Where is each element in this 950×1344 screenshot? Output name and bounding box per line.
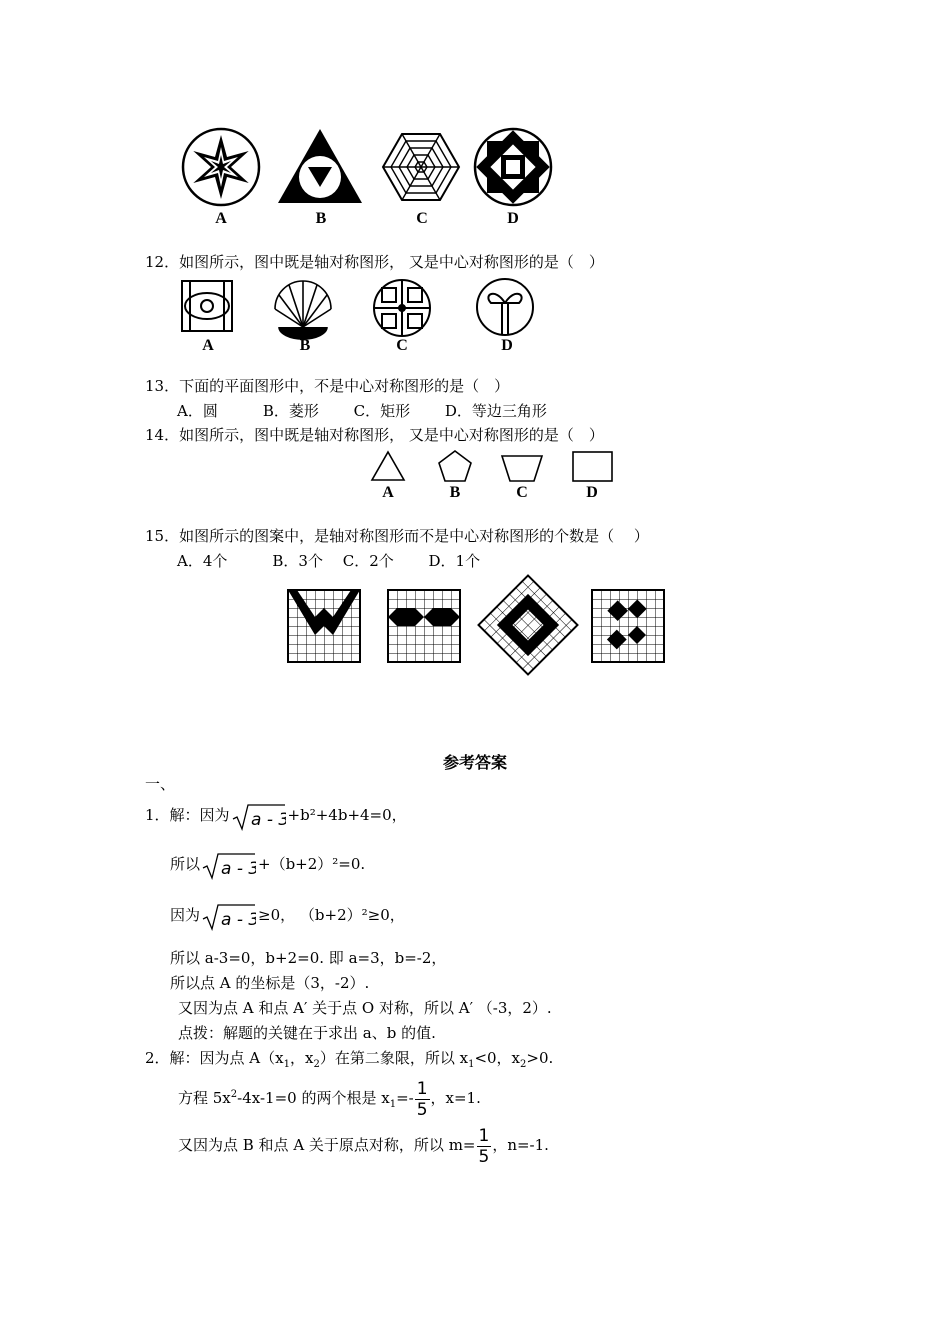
fraction-numerator: 1 <box>478 1125 490 1146</box>
q15-pattern-rotated-ring <box>479 576 578 675</box>
q12-figure-a <box>182 281 232 331</box>
fraction-denominator: 5 <box>478 1146 490 1167</box>
fraction-one-fifth <box>477 1126 492 1167</box>
answer1-l1-post: +b²+4b+4=0， <box>287 806 407 824</box>
answer1-line6: 又因为点 A 和点 A′ 关于点 O 对称，所以 A′ （-3，2）. <box>178 999 552 1017</box>
answer1-l1-pre: 1．解：因为 <box>145 806 230 824</box>
answer2-l2-a: 方程 5x <box>178 1089 231 1107</box>
sqrt-expression <box>202 848 256 882</box>
fraction-numerator: 1 <box>416 1078 428 1099</box>
answer1-line2 <box>170 847 365 882</box>
q14-text: 14．如图所示，图中既是轴对称图形， 又是中心对称图形的是（ ） <box>145 426 604 444</box>
q14-label-d: D <box>586 484 598 501</box>
answer2-l3-a: 又因为点 B 和点 A 关于原点对称，所以 m= <box>178 1136 476 1154</box>
q15-pattern-four-diamonds <box>592 590 664 662</box>
q12-figure-b <box>275 281 331 339</box>
subscript-2: 2 <box>520 1059 527 1070</box>
q12-label-a: A <box>202 337 214 354</box>
figure-q12 <box>175 275 545 340</box>
answer1-l3-pre: 因为 <box>170 906 201 924</box>
sqrt-radicand: a - 3 <box>221 910 257 930</box>
answer1-line7: 点拨：解题的关键在于求出 a、b 的值. <box>178 1024 436 1042</box>
q14-figures <box>365 448 625 488</box>
answers-title: 参考答案 <box>442 753 507 772</box>
answer2-l1-a: 2．解：因为点 A（x <box>145 1049 284 1067</box>
q11-figure-c <box>383 134 459 200</box>
q14-label-a: A <box>382 484 394 501</box>
sqrt-symbol <box>232 803 286 831</box>
answer2-l3-b: ，n=-1. <box>492 1136 549 1154</box>
q14-pentagon <box>439 451 471 481</box>
subscript-1: 1 <box>389 1099 397 1110</box>
answer2-line1 <box>145 1048 553 1075</box>
answer2-line2 <box>178 1073 481 1127</box>
subscript-1: 1 <box>283 1059 290 1070</box>
sqrt-expression <box>232 799 286 833</box>
answer2-l2-d: ，x=1. <box>430 1089 481 1107</box>
q14-rectangle <box>573 452 612 481</box>
q15-figures <box>280 572 670 677</box>
q13-text: 13．下面的平面图形中，不是中心对称图形的是（ ） <box>145 377 510 395</box>
q15-pattern-w <box>288 590 360 662</box>
answer2-l1-c: ）在第二象限，所以 x <box>319 1049 469 1067</box>
answer1-line1 <box>145 798 407 833</box>
q15-options: A．4个 B．3个 C．2个 D．1个 <box>177 552 481 570</box>
answer1-line4: 所以 a-3=0，b+2=0. 即 a=3，b=-2， <box>170 949 447 967</box>
subscript-1: 1 <box>468 1059 475 1070</box>
q14-label-c: C <box>516 484 528 501</box>
q12-figures <box>175 275 545 340</box>
q14-trapezoid <box>502 456 542 481</box>
figure-q14 <box>365 448 625 488</box>
q11-label-c: C <box>416 210 428 227</box>
q12-text: 12．如图所示，图中既是轴对称图形， 又是中心对称图形的是（ ） <box>145 253 604 271</box>
fraction-one-fifth <box>415 1079 430 1120</box>
answers-section: 一、 <box>145 775 176 793</box>
q11-figure-b <box>278 129 362 203</box>
answer1-l2-pre: 所以 <box>170 855 201 873</box>
sqrt-radicand: a - 3 <box>221 859 257 879</box>
q15-pattern-two-diamonds <box>388 590 460 662</box>
answer2-l1-b: ，x <box>289 1049 314 1067</box>
superscript-2: 2 <box>230 1089 238 1100</box>
q11-figure-d <box>475 129 551 205</box>
answer2-line3 <box>178 1123 549 1167</box>
fraction-denominator: 5 <box>416 1099 428 1120</box>
q13-options: A．圆 B．菱形 C．矩形 D．等边三角形 <box>177 402 547 420</box>
answer2-l1-e: >0. <box>526 1049 554 1067</box>
answer1-l2-post: +（b+2）²=0. <box>258 855 366 873</box>
q11-label-a: A <box>215 210 227 227</box>
q14-triangle <box>372 452 404 480</box>
sqrt-radicand: a - 3 <box>250 810 286 830</box>
figure-q15 <box>280 572 670 677</box>
answer1-line5: 所以点 A 的坐标是（3，-2）. <box>170 974 370 992</box>
q15-text: 15．如图所示的图案中，是轴对称图形而不是中心对称图形的个数是（ ） <box>145 527 649 545</box>
answer1-line3 <box>170 898 405 933</box>
q12-label-d: D <box>501 337 513 354</box>
answer2-l2-c: =- <box>396 1089 414 1107</box>
q11-label-b: B <box>315 210 327 227</box>
answer2-l2-b: -4x-1=0 的两个根是 x <box>237 1089 390 1107</box>
q14-label-b: B <box>449 484 461 501</box>
q12-figure-d <box>477 279 533 335</box>
q11-figure-a <box>183 129 259 205</box>
q12-label-c: C <box>396 337 408 354</box>
answer2-l1-d: <0，x <box>474 1049 521 1067</box>
q12-figure-c <box>374 280 430 336</box>
sqrt-symbol <box>202 903 256 931</box>
answer1-l3-post: ≥0， （b+2）²≥0， <box>258 906 405 924</box>
q12-label-b: B <box>299 337 311 354</box>
q11-label-d: D <box>507 210 519 227</box>
subscript-2: 2 <box>313 1059 320 1070</box>
sqrt-expression <box>202 899 256 933</box>
sqrt-symbol <box>202 852 256 880</box>
